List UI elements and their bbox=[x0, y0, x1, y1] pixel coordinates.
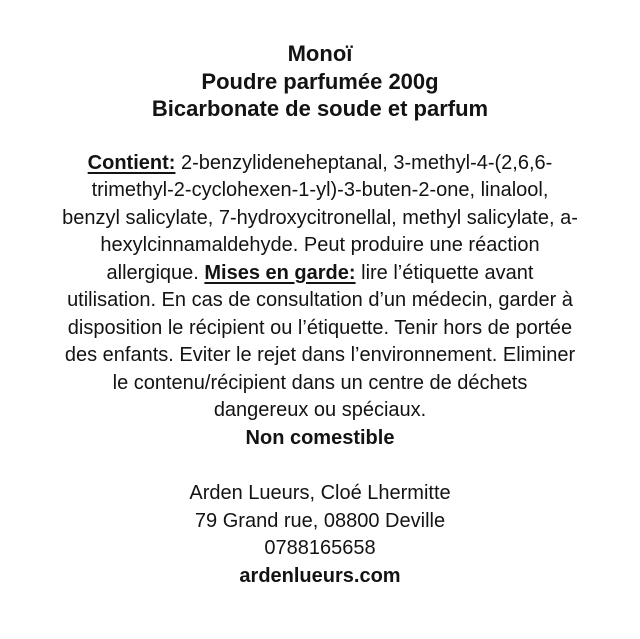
body-line-3: benzyl salicylate, 7-hydroxycitronellal, methyl salicylate, a- bbox=[62, 206, 578, 229]
body-line-6: utilisation. En cas de consultation d’un médecin, garder à bbox=[67, 289, 573, 311]
body-line-5 bbox=[10, 260, 630, 288]
ingredients-line-1-text: 2-benzylideneheptanal, 3-methyl-4-(2,6,6- bbox=[175, 151, 553, 174]
company-name: Arden Lueurs, Cloé Lhermitte bbox=[189, 482, 451, 504]
product-type-weight: Poudre parfumée 200g bbox=[201, 68, 439, 94]
company-phone: 0788165658 bbox=[264, 537, 376, 559]
warnings-line-post-text: lire l’étiquette avant bbox=[355, 261, 534, 284]
company-website: ardenlueurs.com bbox=[239, 564, 401, 587]
ingredients-warnings-section bbox=[10, 150, 630, 453]
warnings-line-pre-text: allergique. bbox=[106, 261, 205, 284]
product-header bbox=[10, 40, 630, 123]
product-composition: Bicarbonate de soude et parfum bbox=[151, 96, 489, 121]
product-name: Monoï bbox=[287, 41, 353, 66]
body-line-9: le contenu/récipient dans un centre de déchets bbox=[112, 371, 528, 394]
body-line-4: hexylcinnamaldehyde. Peut produire une réaction bbox=[100, 234, 540, 256]
non-comestible-note: Non comestible bbox=[245, 426, 395, 449]
body-line-10: dangereux ou spéciaux. bbox=[213, 399, 427, 421]
body-line-8: des enfants. Eviter le rejet dans l’environnement. Eliminer bbox=[64, 344, 576, 366]
body-line-7: disposition le récipient ou l’étiquette. Tenir hors de portée bbox=[67, 316, 573, 339]
contient-label: Contient: bbox=[87, 151, 176, 174]
mises-en-garde-label: Mises en garde: bbox=[204, 261, 356, 284]
contact-section bbox=[10, 480, 630, 590]
company-address: 79 Grand rue, 08800 Deville bbox=[194, 509, 446, 532]
body-line-1 bbox=[10, 150, 630, 178]
body-line-2: trimethyl-2-cyclohexen-1-yl)-3-buten-2-one, linalool, bbox=[91, 179, 549, 201]
